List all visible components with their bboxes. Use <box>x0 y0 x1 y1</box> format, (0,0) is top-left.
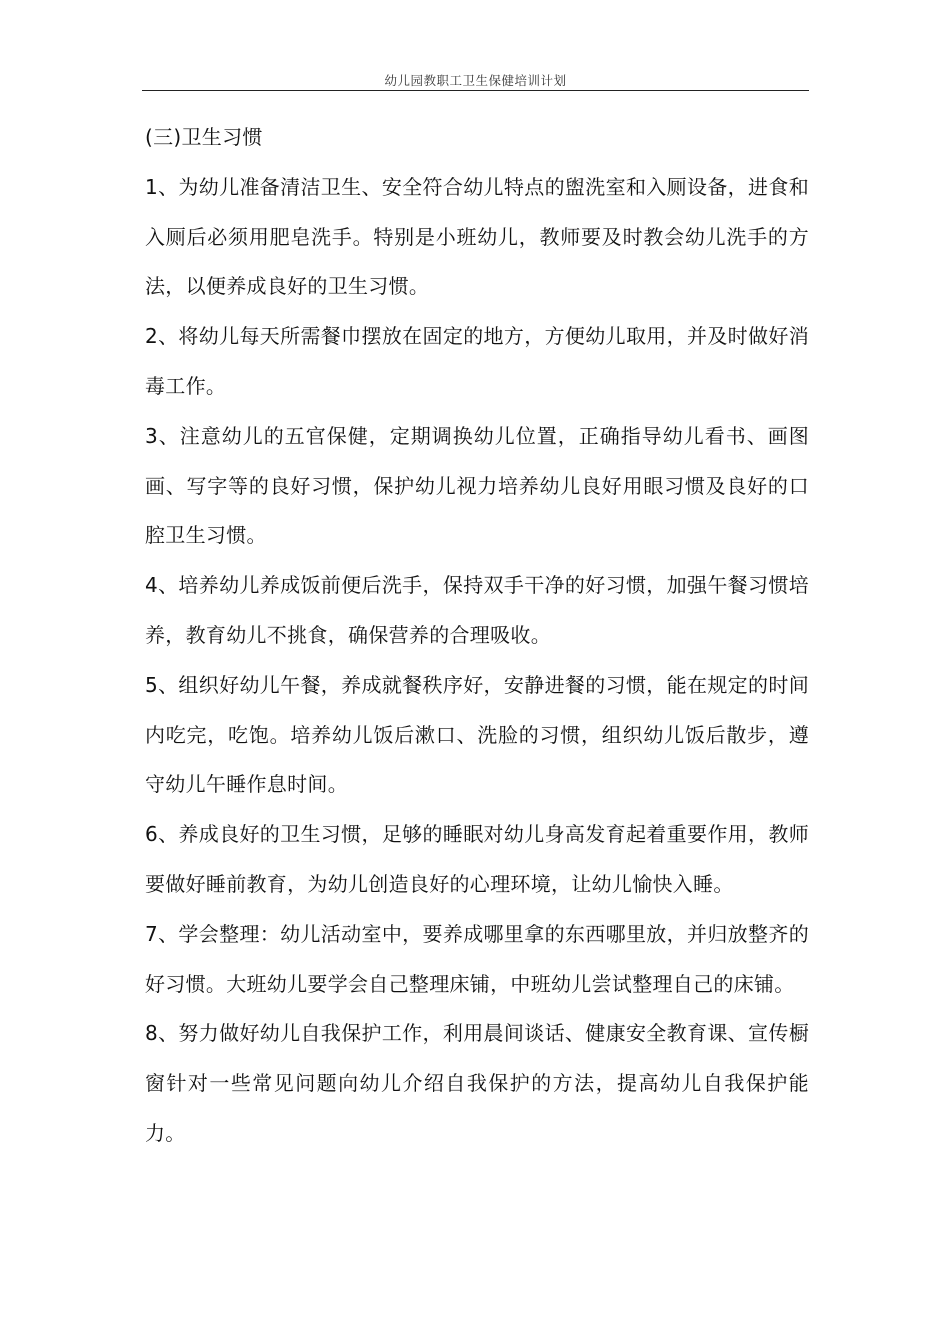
document-body <box>145 113 809 1159</box>
page-header <box>142 70 809 91</box>
paragraph-item-1: 1、为幼儿准备清洁卫生、安全符合幼儿特点的盥洗室和入厕设备，进食和入厕后必须用肥皂洗手。特别是小班幼儿，教师要及时教会幼儿洗手的方法，以便养成良好的卫生习惯。 <box>145 174 809 299</box>
section-heading: (三)卫生习惯 <box>145 125 263 149</box>
paragraph-item-2: 2、将幼儿每天所需餐巾摆放在固定的地方，方便幼儿取用，并及时做好消毒工作。 <box>145 324 809 398</box>
paragraph-item-8: 8、努力做好幼儿自我保护工作，利用晨间谈话、健康安全教育课、宣传橱窗针对一些常见问题向幼儿介绍自我保护的方法，提高幼儿自我保护能力。 <box>145 1021 809 1145</box>
header-title: 幼儿园教职工卫生保健培训计划 <box>384 73 567 88</box>
paragraph-item-4: 4、培养幼儿养成饭前便后洗手，保持双手干净的好习惯，加强午餐习惯培养，教育幼儿不挑食，确保营养的合理吸收。 <box>145 573 809 647</box>
paragraph-item-5: 5、组织好幼儿午餐，养成就餐秩序好，安静进餐的习惯，能在规定的时间内吃完，吃饱。培养幼儿饭后漱口、洗脸的习惯，组织幼儿饭后散步，遵守幼儿午睡作息时间。 <box>145 672 809 797</box>
paragraph-item-6: 6、养成良好的卫生习惯，足够的睡眠对幼儿身高发育起着重要作用，教师要做好睡前教育，为幼儿创造良好的心理环境，让幼儿愉快入睡。 <box>145 822 809 896</box>
paragraph-item-3: 3、注意幼儿的五官保健，定期调换幼儿位置，正确指导幼儿看书、画图画、写字等的良好习惯，保护幼儿视力培养幼儿良好用眼习惯及良好的口腔卫生习惯。 <box>145 423 809 548</box>
paragraph-item-7: 7、学会整理：幼儿活动室中，要养成哪里拿的东西哪里放，并归放整齐的好习惯。大班幼儿要学会自己整理床铺，中班幼儿尝试整理自己的床铺。 <box>145 921 809 996</box>
